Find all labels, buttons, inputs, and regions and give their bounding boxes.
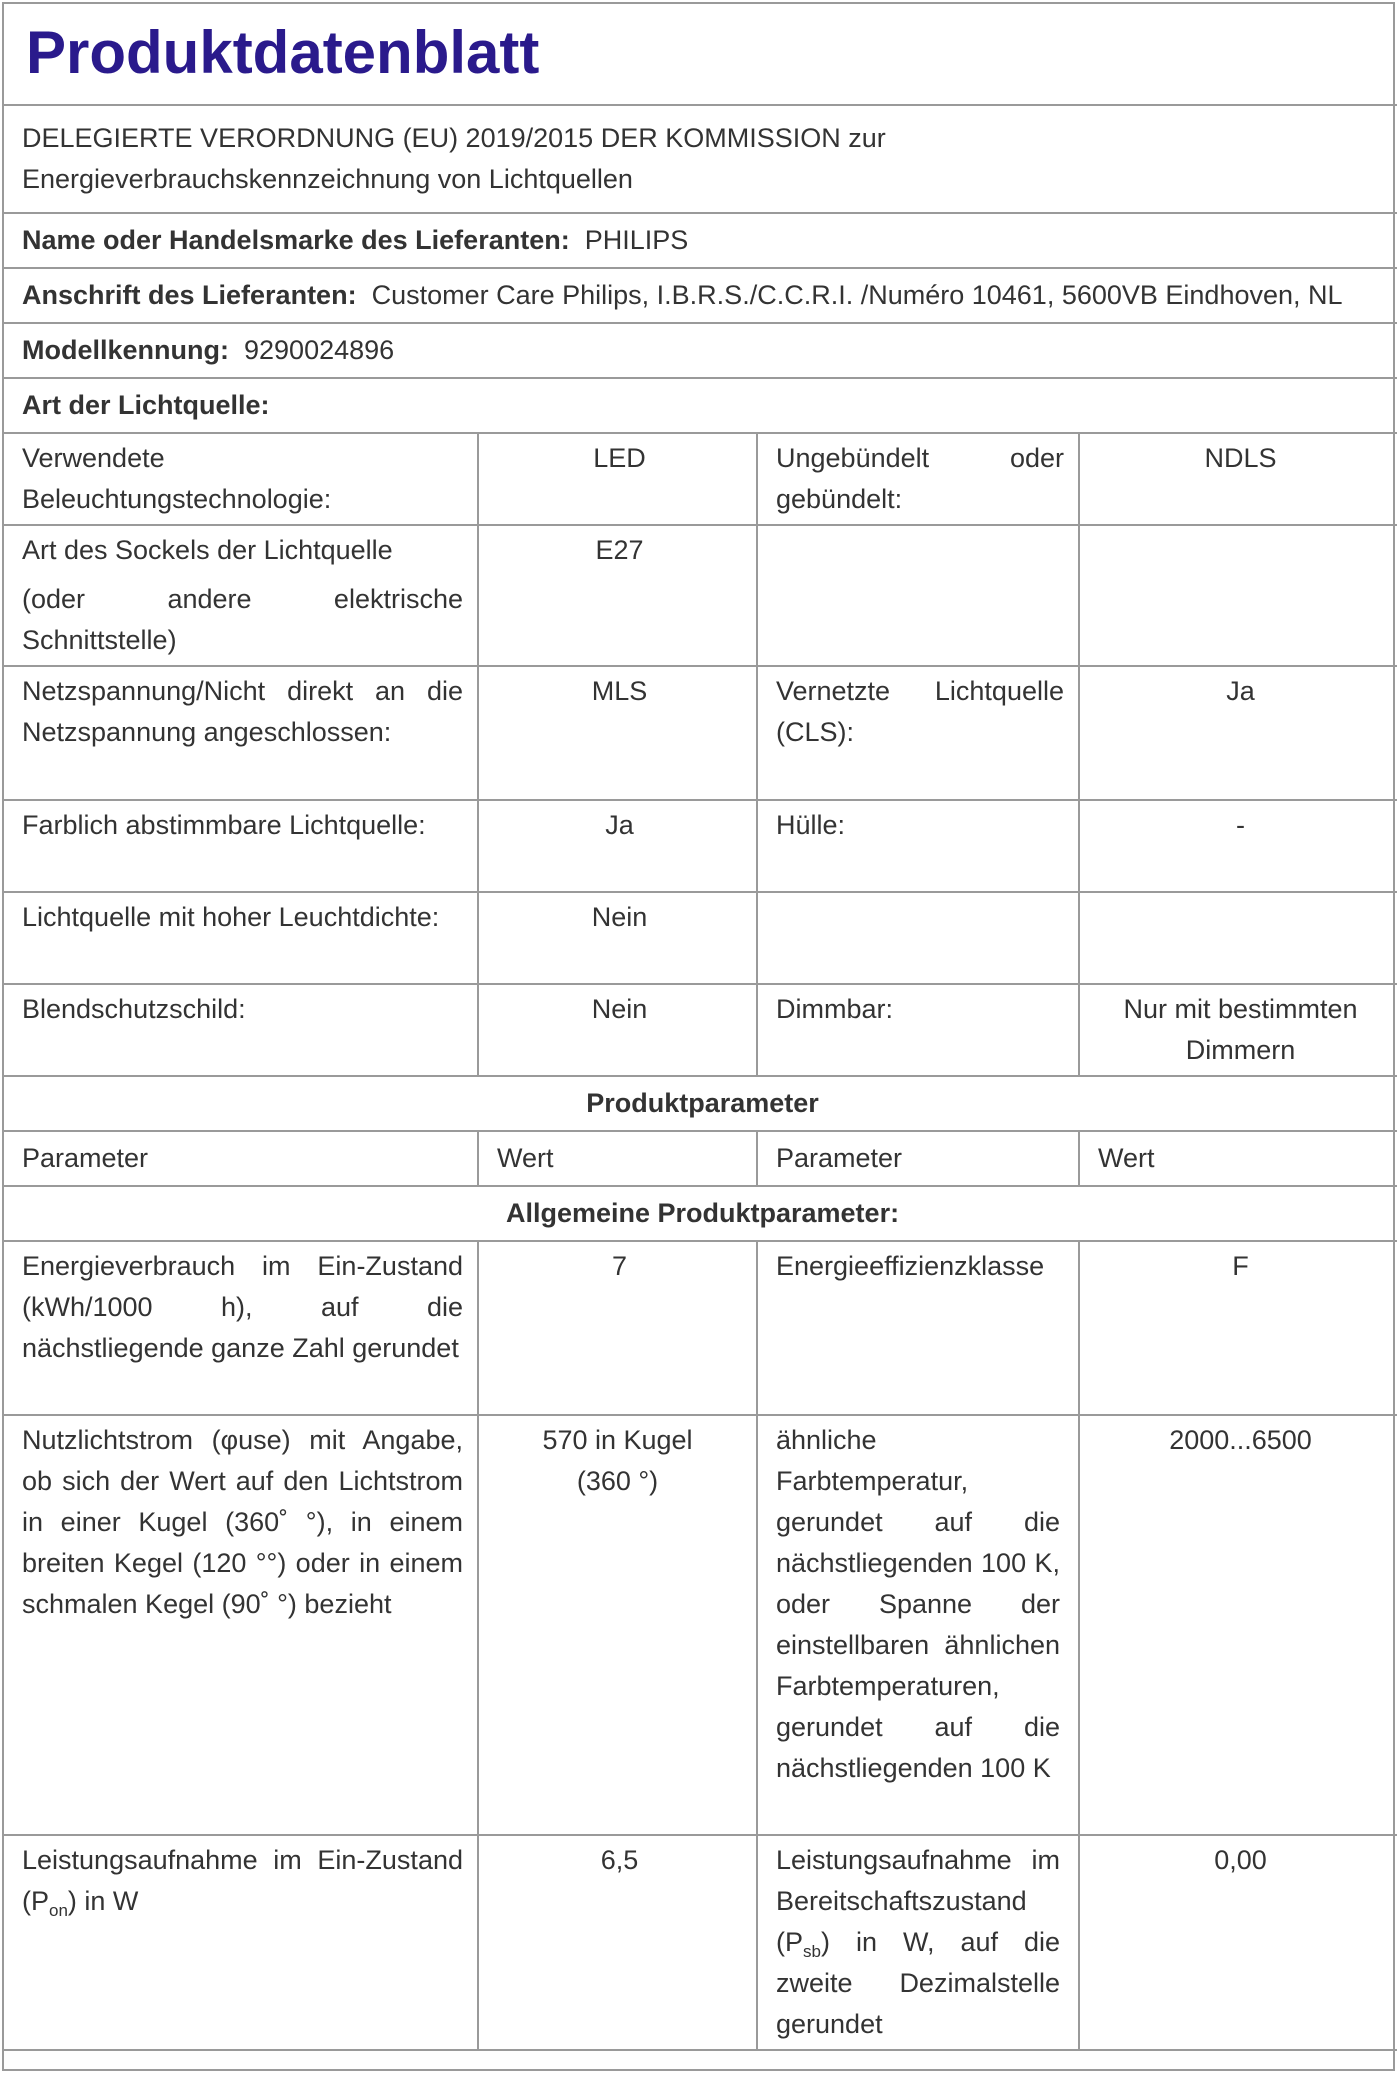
parameter-value: Nein bbox=[478, 892, 757, 984]
power-on-label-sub: on bbox=[49, 1901, 68, 1920]
parameter-value: 6,5 bbox=[478, 1835, 757, 2050]
parameter-label: Dimmbar: bbox=[757, 984, 1079, 1076]
parameter-label: ähnliche Farbtemperatur, gerundet auf die nächstliegenden 100 K, oder Spanne der einstellbaren ähnlichen Farbtemperaturen, gerundet auf die nächstliegenden 100 K bbox=[757, 1415, 1079, 1835]
data-sheet-table bbox=[4, 4, 1397, 2051]
parameter-value: F bbox=[1079, 1241, 1397, 1415]
parameter-value: LED bbox=[478, 433, 757, 525]
light-source-type-heading: Art der Lichtquelle: bbox=[4, 378, 1397, 433]
column-header-parameter-2: Parameter bbox=[757, 1131, 1079, 1186]
parameter-value: Ja bbox=[478, 800, 757, 892]
parameter-label: Lichtquelle mit hoher Leuchtdichte: bbox=[4, 892, 478, 984]
parameter-value: 7 bbox=[478, 1241, 757, 1415]
supplier-name-value: PHILIPS bbox=[584, 225, 689, 255]
regulation-text bbox=[4, 105, 1397, 213]
table-row bbox=[4, 800, 1397, 892]
parameter-label: Energieverbrauch im Ein-Zustand (kWh/1000 h), auf die nächstliegende ganze Zahl gerundet bbox=[4, 1241, 478, 1415]
parameter-value bbox=[1079, 525, 1397, 666]
table-row bbox=[4, 1415, 1397, 1835]
table-row bbox=[4, 1835, 1397, 2050]
supplier-name-label: Name oder Handelsmarke des Lieferanten: bbox=[22, 225, 570, 255]
parameter-label: Verwendete Beleuchtungstechnologie: bbox=[4, 433, 478, 525]
supplier-address-cell bbox=[4, 268, 1397, 323]
supplier-name-row bbox=[4, 213, 1397, 268]
parameter-value: E27 bbox=[478, 525, 757, 666]
table-row bbox=[4, 666, 1397, 800]
regulation-row bbox=[4, 105, 1397, 213]
parameter-value bbox=[1079, 892, 1397, 984]
table-row bbox=[4, 892, 1397, 984]
socket-label-line-1: Art des Sockels der Lichtquelle bbox=[22, 535, 393, 565]
parameter-label bbox=[4, 525, 478, 666]
page-title: Produktdatenblatt bbox=[4, 4, 1397, 105]
table-row bbox=[4, 433, 1397, 525]
supplier-address-value: Customer Care Philips, I.B.R.S./C.C.R.I. /Numéro 10461, 5600VB Eindhoven, NL bbox=[371, 280, 1343, 310]
parameter-label bbox=[757, 1835, 1079, 2050]
parameter-label bbox=[757, 892, 1079, 984]
parameter-label: Nutzlichtstrom (φuse) mit Angabe, ob sich der Wert auf den Lichtstrom in einer Kugel (360˚ °), in einem breiten Kegel (120 °°) oder in einem schmalen Kegel (90˚ °) bezieht bbox=[4, 1415, 478, 1835]
parameter-label: Hülle: bbox=[757, 800, 1079, 892]
regulation-line-1: DELEGIERTE VERORDNUNG (EU) 2019/2015 DER KOMMISSION zur bbox=[22, 123, 886, 153]
parameter-label: Netzspannung/Nicht direkt an die Netzspannung angeschlossen: bbox=[4, 666, 478, 800]
title-row bbox=[4, 4, 1397, 105]
product-data-sheet bbox=[2, 2, 1395, 2071]
column-header-parameter-1: Parameter bbox=[4, 1131, 478, 1186]
model-label: Modellkennung: bbox=[22, 335, 229, 365]
supplier-address-label: Anschrift des Lieferanten: bbox=[22, 280, 357, 310]
column-header-value-2: Wert bbox=[1079, 1131, 1397, 1186]
parameter-label bbox=[757, 525, 1079, 666]
parameter-value: Nur mit bestimmten Dimmern bbox=[1079, 984, 1397, 1076]
light-source-type-heading-row bbox=[4, 378, 1397, 433]
supplier-name-cell bbox=[4, 213, 1397, 268]
power-on-label-pre: Leistungsaufnahme im Ein-Zustand (P bbox=[22, 1845, 463, 1916]
model-cell bbox=[4, 323, 1397, 378]
supplier-address-row bbox=[4, 268, 1397, 323]
power-standby-label-post: ) in W, auf die zweite Dezimalstelle gerundet bbox=[776, 1927, 1060, 2039]
table-row bbox=[4, 525, 1397, 666]
parameter-value: - bbox=[1079, 800, 1397, 892]
general-parameters-heading: Allgemeine Produktparameter: bbox=[4, 1186, 1397, 1241]
regulation-line-2: Energieverbrauchskennzeichnung von Lichtquellen bbox=[22, 164, 633, 194]
model-value: 9290024896 bbox=[244, 335, 395, 365]
table-row bbox=[4, 1241, 1397, 1415]
socket-label-line-2: (oder andere elektrische Schnittstelle) bbox=[22, 584, 463, 655]
parameter-value: Ja bbox=[1079, 666, 1397, 800]
power-standby-label-sub: sb bbox=[803, 1942, 821, 1961]
product-parameters-heading-row bbox=[4, 1076, 1397, 1131]
parameter-label: Vernetzte Lichtquelle (CLS): bbox=[757, 666, 1079, 800]
parameter-value: NDLS bbox=[1079, 433, 1397, 525]
model-row bbox=[4, 323, 1397, 378]
power-standby-label-pre: Leistungsaufnahme im Bereitschaftszustand (P bbox=[776, 1845, 1060, 1957]
power-on-label-post: ) in W bbox=[67, 1886, 139, 1916]
parameter-value: 0,00 bbox=[1079, 1835, 1397, 2050]
parameter-value: 570 in Kugel (360 °) bbox=[478, 1415, 757, 1835]
parameter-value: 2000...6500 bbox=[1079, 1415, 1397, 1835]
parameter-value: MLS bbox=[478, 666, 757, 800]
column-header-value-1: Wert bbox=[478, 1131, 757, 1186]
parameter-label bbox=[4, 1835, 478, 2050]
parameter-label: Blendschutzschild: bbox=[4, 984, 478, 1076]
table-row bbox=[4, 984, 1397, 1076]
parameter-value: Nein bbox=[478, 984, 757, 1076]
general-parameters-heading-row bbox=[4, 1186, 1397, 1241]
product-parameters-heading: Produktparameter bbox=[4, 1076, 1397, 1131]
column-header-row bbox=[4, 1131, 1397, 1186]
parameter-label: Farblich abstimmbare Lichtquelle: bbox=[4, 800, 478, 892]
parameter-label: Energieeffizienzklasse bbox=[757, 1241, 1079, 1415]
parameter-label: Ungebündelt oder gebündelt: bbox=[757, 433, 1079, 525]
